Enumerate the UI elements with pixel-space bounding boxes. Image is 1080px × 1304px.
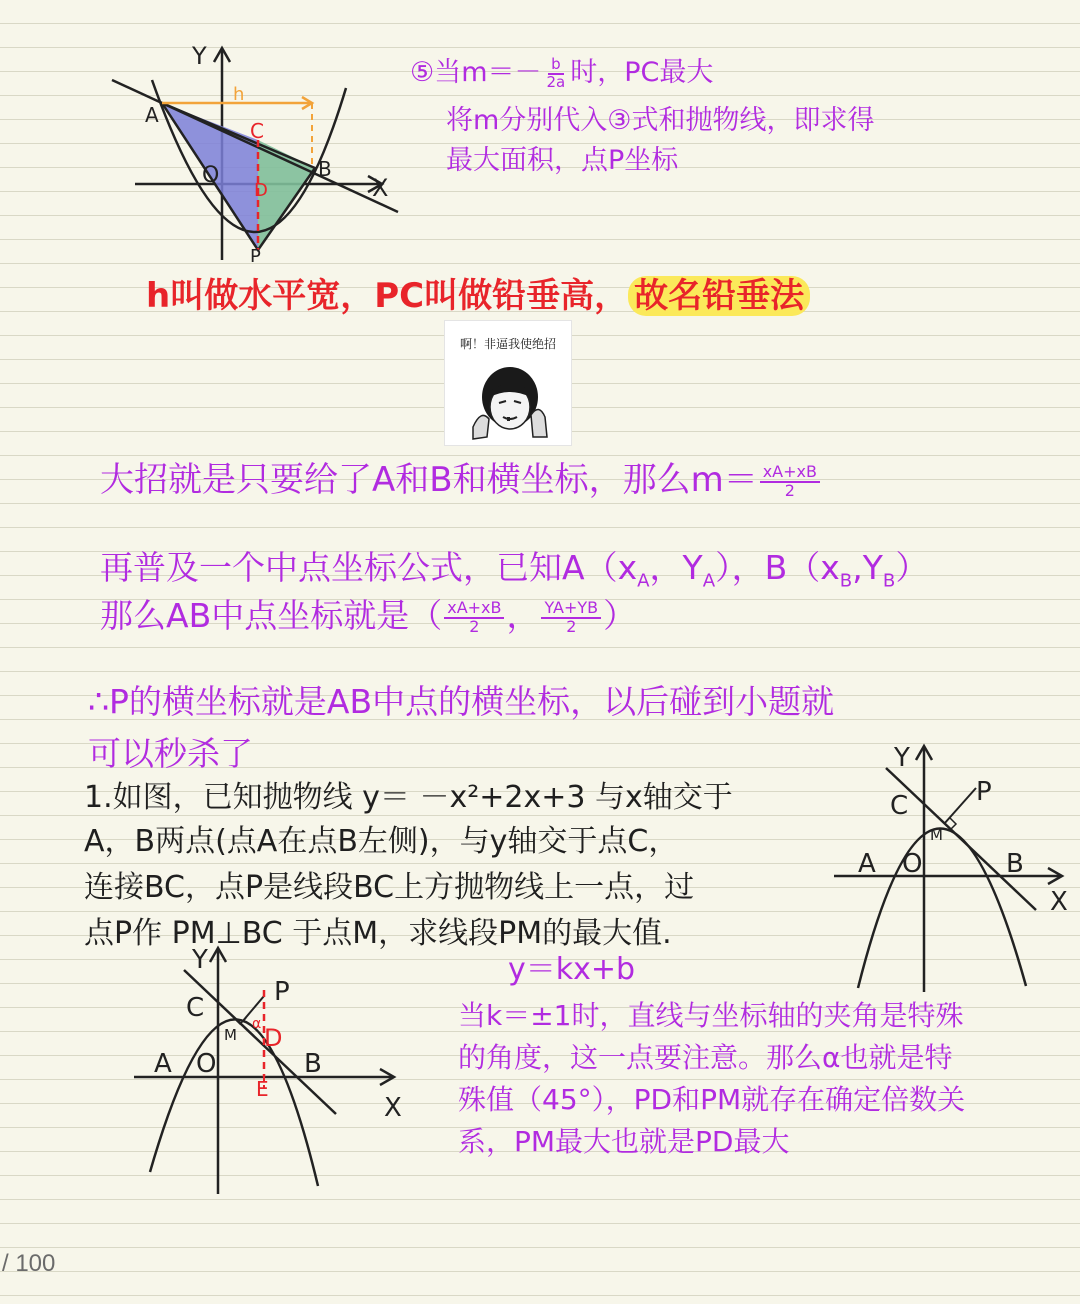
trick-frac-num: xA+xB (760, 464, 820, 483)
midpoint-l1-e: ） (895, 548, 929, 587)
fig2-pm (944, 788, 976, 824)
fig3-p-label: P (274, 977, 290, 1007)
trick-fraction (760, 461, 820, 500)
explanation-line4: 系，PM最大也就是PD最大 (458, 1125, 790, 1158)
line-equation: y＝kx+b (508, 952, 636, 987)
conclusion-line1: ∴P的横坐标就是AB中点的横坐标，以后碰到小题就 (88, 682, 835, 721)
midpoint-comma: ， (506, 596, 540, 635)
explanation-line2: 的角度，这一点要注意。那么α也就是特 (458, 1041, 953, 1074)
fig3-x-label: X (384, 1093, 402, 1123)
fig2-c-label: C (890, 791, 909, 821)
fig1-c-label: C (250, 119, 264, 143)
fig1-x-label: X (372, 174, 389, 202)
step5-frac-den: 2a (546, 72, 566, 91)
figure-vertical-method (100, 40, 410, 265)
trick-frac-den: 2 (784, 480, 795, 500)
problem-line4: 点P作 PM⊥BC 于点M，求线段PM的最大值. (84, 916, 672, 951)
midpoint-frac-x-den: 2 (469, 616, 480, 636)
meme-face (463, 357, 555, 441)
fig3-origin-label: O (196, 1049, 217, 1079)
fig1-a-label: A (145, 103, 159, 127)
midpoint-l1-c-sub: B (839, 570, 853, 592)
figure-solution (128, 940, 418, 1200)
fig2-x-label: X (1050, 887, 1068, 917)
fig3-parabola (150, 1019, 318, 1186)
fig1-p-label: P (250, 246, 261, 267)
fig2-right-angle (950, 818, 956, 830)
midpoint-l1-a: 再普及一个中点坐标公式，已知A（x (100, 548, 638, 587)
fig1-origin-label: O (202, 163, 220, 188)
problem-line2: A，B两点(点A在点B左侧)，与y轴交于点C， (84, 824, 679, 859)
red-note (146, 268, 810, 317)
fig2-b-label: B (1006, 849, 1024, 879)
red-note-highlight: 故名铅垂法 (628, 276, 810, 316)
fig3-m-label: M (224, 1026, 237, 1044)
midpoint-l2-suffix: ） (603, 596, 637, 635)
explanation-line3: 殊值（45°），PD和PM就存在确定倍数关 (458, 1083, 966, 1116)
step5-line3: 最大面积，点P坐标 (446, 145, 679, 176)
trick-text: 大招就是只要给了A和B和横坐标，那么m＝ (100, 460, 758, 500)
fig3-b-label: B (304, 1049, 322, 1079)
midpoint-l1-c: ），B（x (715, 548, 840, 587)
midpoint-l1-b-sub: A (702, 570, 716, 592)
fig3-alpha-label: α (252, 1016, 262, 1032)
step5-fraction (544, 54, 569, 91)
midpoint-l1-a-sub: A (637, 570, 650, 592)
red-note-main: h叫做水平宽，PC叫做铅垂高， (146, 276, 629, 316)
midpoint-l2-prefix: 那么AB中点坐标就是（ (100, 596, 443, 635)
step5-frac-num: b (548, 57, 564, 75)
fig2-origin-label: O (902, 849, 923, 879)
midpoint-frac-y-num: YA+YB (541, 600, 601, 619)
fig1-h-label: h (233, 84, 245, 105)
step5-line2: 将m分别代入③式和抛物线，即求得 (446, 105, 875, 136)
midpoint-frac-y-den: 2 (566, 616, 577, 636)
fig2-y-label: Y (894, 743, 910, 773)
fig2-p-label: P (976, 777, 992, 807)
fig3-e-label: E (256, 1077, 269, 1101)
explanation-line1: 当k＝±1时，直线与坐标轴的夹角是特殊 (458, 999, 964, 1032)
figure-problem (826, 740, 1080, 1000)
fig1-b-label: B (318, 157, 332, 181)
fig3-a-label: A (154, 1049, 172, 1079)
fig1-y-label: Y (192, 42, 207, 70)
step5-prefix: ⑤当m＝－ (410, 57, 542, 88)
trick-line (100, 452, 822, 501)
fig3-y-label: Y (192, 945, 208, 975)
midpoint-l1-d-sub: B (882, 570, 896, 592)
step5-line1 (410, 50, 713, 90)
page-number: / 100 (2, 1250, 56, 1277)
problem-line3: 连接BC，点P是线段BC上方抛物线上一点，过 (84, 870, 695, 905)
fig3-c-label: C (186, 993, 205, 1023)
midpoint-l1-d: ,Y (852, 548, 883, 587)
midpoint-line2 (100, 590, 636, 637)
midpoint-l1-b: ，Y (649, 548, 703, 587)
meme-sticker (444, 320, 572, 446)
fig1-d-label: D (254, 180, 268, 201)
fig2-a-label: A (858, 849, 876, 879)
meme-caption: 啊！非逼我使绝招 (459, 337, 556, 351)
problem-line1: 1.如图，已知抛物线 y＝ －x²+2x+3 与x轴交于 (84, 780, 733, 815)
midpoint-line1 (100, 542, 928, 592)
fig3-d-label: D (264, 1024, 283, 1052)
fig2-line-bc (886, 768, 1036, 910)
fig2-parabola (858, 828, 1026, 988)
step5-suffix: 时，PC最大 (570, 57, 714, 88)
conclusion-line2: 可以秒杀了 (88, 734, 253, 773)
midpoint-frac-y (541, 597, 601, 636)
fig2-m-label: M (930, 826, 943, 844)
midpoint-frac-x (444, 597, 504, 636)
midpoint-frac-x-num: xA+xB (444, 600, 504, 619)
